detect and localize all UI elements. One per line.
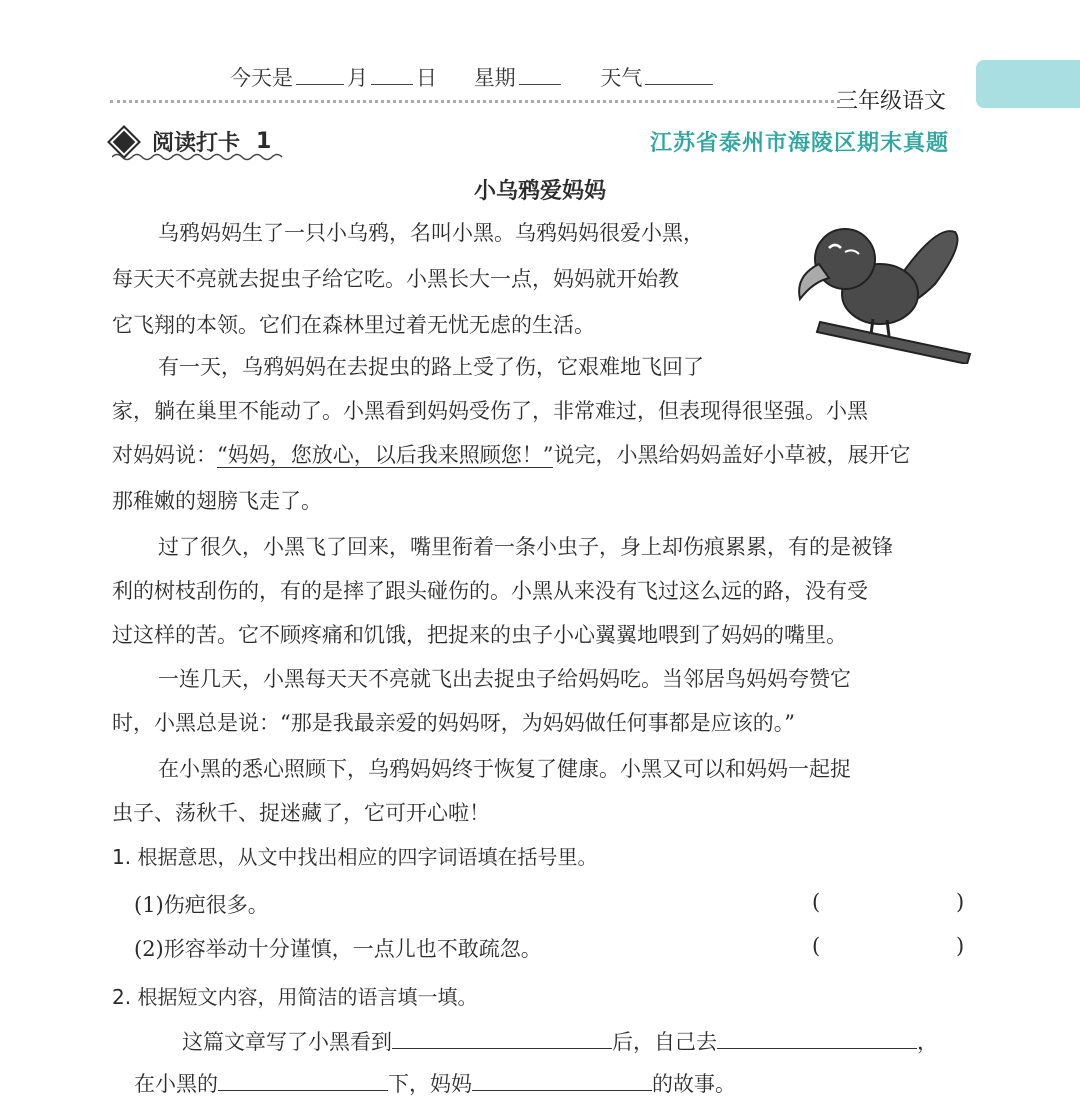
paren-open: ( (812, 890, 821, 914)
weekday-blank[interactable] (519, 66, 561, 85)
day-blank[interactable] (371, 66, 413, 85)
story-line: 一连几天，小黑每天天不亮就飞出去捉虫子给妈妈吃。当邻居鸟妈妈夸赞它 (158, 667, 851, 691)
day-label: 日 (416, 66, 437, 90)
story-line: 家，躺在巢里不能动了。小黑看到妈妈受伤了，非常难过，但表现得很坚强。小黑 (112, 399, 868, 423)
story-line: 过了很久，小黑飞了回来，嘴里衔着一条小虫子，身上却伤痕累累，有的是被锋 (158, 535, 893, 559)
story-line: 有一天，乌鸦妈妈在去捉虫的路上受了伤，它艰难地飞回了 (158, 355, 704, 379)
question-1: 1. 根据意思，从文中找出相应的四字词语填在括号里。 (112, 845, 598, 869)
today-label: 今天是 (230, 66, 293, 90)
story-text: 对妈妈说： (112, 443, 217, 467)
paren-close: ) (956, 890, 965, 914)
month-label: 月 (347, 66, 368, 90)
story-text: 说完，小黑给妈妈盖好小草被，展开它 (553, 443, 911, 467)
month-blank[interactable] (296, 66, 344, 85)
wave-underline (112, 152, 284, 162)
q2-text: 的故事。 (652, 1072, 736, 1096)
story-line: 那稚嫩的翅膀飞走了。 (112, 489, 322, 513)
page-tab (976, 60, 1080, 108)
section-number: 1 (256, 129, 272, 154)
story-line: 利的树枝刮伤的，有的是摔了跟头碰伤的。小黑从来没有飞过这么远的路，没有受 (112, 579, 868, 603)
paren-close: ) (956, 934, 965, 958)
story-line (112, 440, 910, 470)
weather-label: 天气 (600, 66, 643, 90)
q2-text: 这篇文章写了小黑看到 (182, 1030, 392, 1054)
section-title-text: 阅读打卡 (152, 131, 241, 156)
q2-text: ， (917, 1030, 938, 1054)
story-line: 在小黑的悉心照顾下，乌鸦妈妈终于恢复了健康。小黑又可以和妈妈一起捉 (158, 757, 851, 781)
answer-box-1[interactable] (830, 914, 950, 918)
story-line: 时，小黑总是说：“那是我最亲爱的妈妈呀，为妈妈做任何事都是应该的。” (112, 711, 795, 735)
crow-illustration (795, 214, 975, 364)
story-title: 小乌鸦爱妈妈 (473, 179, 606, 204)
question-2: 2. 根据短文内容，用简洁的语言填一填。 (112, 985, 478, 1009)
weather-blank[interactable] (645, 66, 713, 85)
answer-box-2[interactable] (830, 958, 950, 962)
q2-text: 后，自己去 (612, 1030, 717, 1054)
answer-blank[interactable] (392, 1026, 612, 1049)
underlined-quote: “妈妈，您放心，以后我来照顾您！” (217, 443, 554, 467)
story-line: 每天天不亮就去捉虫子给它吃。小黑长大一点，妈妈就开始教 (112, 267, 679, 291)
question-2-line-2 (134, 1068, 736, 1099)
date-weather-line (230, 62, 716, 92)
story-line: 过这样的苦。它不顾疼痛和饥饿，把捉来的虫子小心翼翼地喂到了妈妈的嘴里。 (112, 623, 847, 647)
weekday-label: 星期 (473, 66, 516, 90)
grade-subject: 三年级语文 (836, 89, 947, 114)
source-label: 江苏省泰州市海陵区期末真题 (650, 131, 950, 156)
story-line: 它飞翔的本领。它们在森林里过着无忧无虑的生活。 (112, 313, 595, 337)
story-line: 虫子、荡秋千、捉迷藏了，它可开心啦！ (112, 801, 490, 825)
question-1-1: (1)伤疤很多。 (134, 893, 269, 917)
question-2-line-1 (182, 1026, 938, 1057)
q2-text: 下，妈妈 (388, 1072, 472, 1096)
answer-blank[interactable] (717, 1026, 917, 1049)
paren-open: ( (812, 934, 821, 958)
story-line: 乌鸦妈妈生了一只小乌鸦，名叫小黑。乌鸦妈妈很爱小黑， (158, 221, 704, 245)
dotted-divider (110, 100, 840, 103)
question-1-2: (2)形容举动十分谨慎，一点儿也不敢疏忽。 (134, 937, 542, 961)
q2-text: 在小黑的 (134, 1072, 218, 1096)
